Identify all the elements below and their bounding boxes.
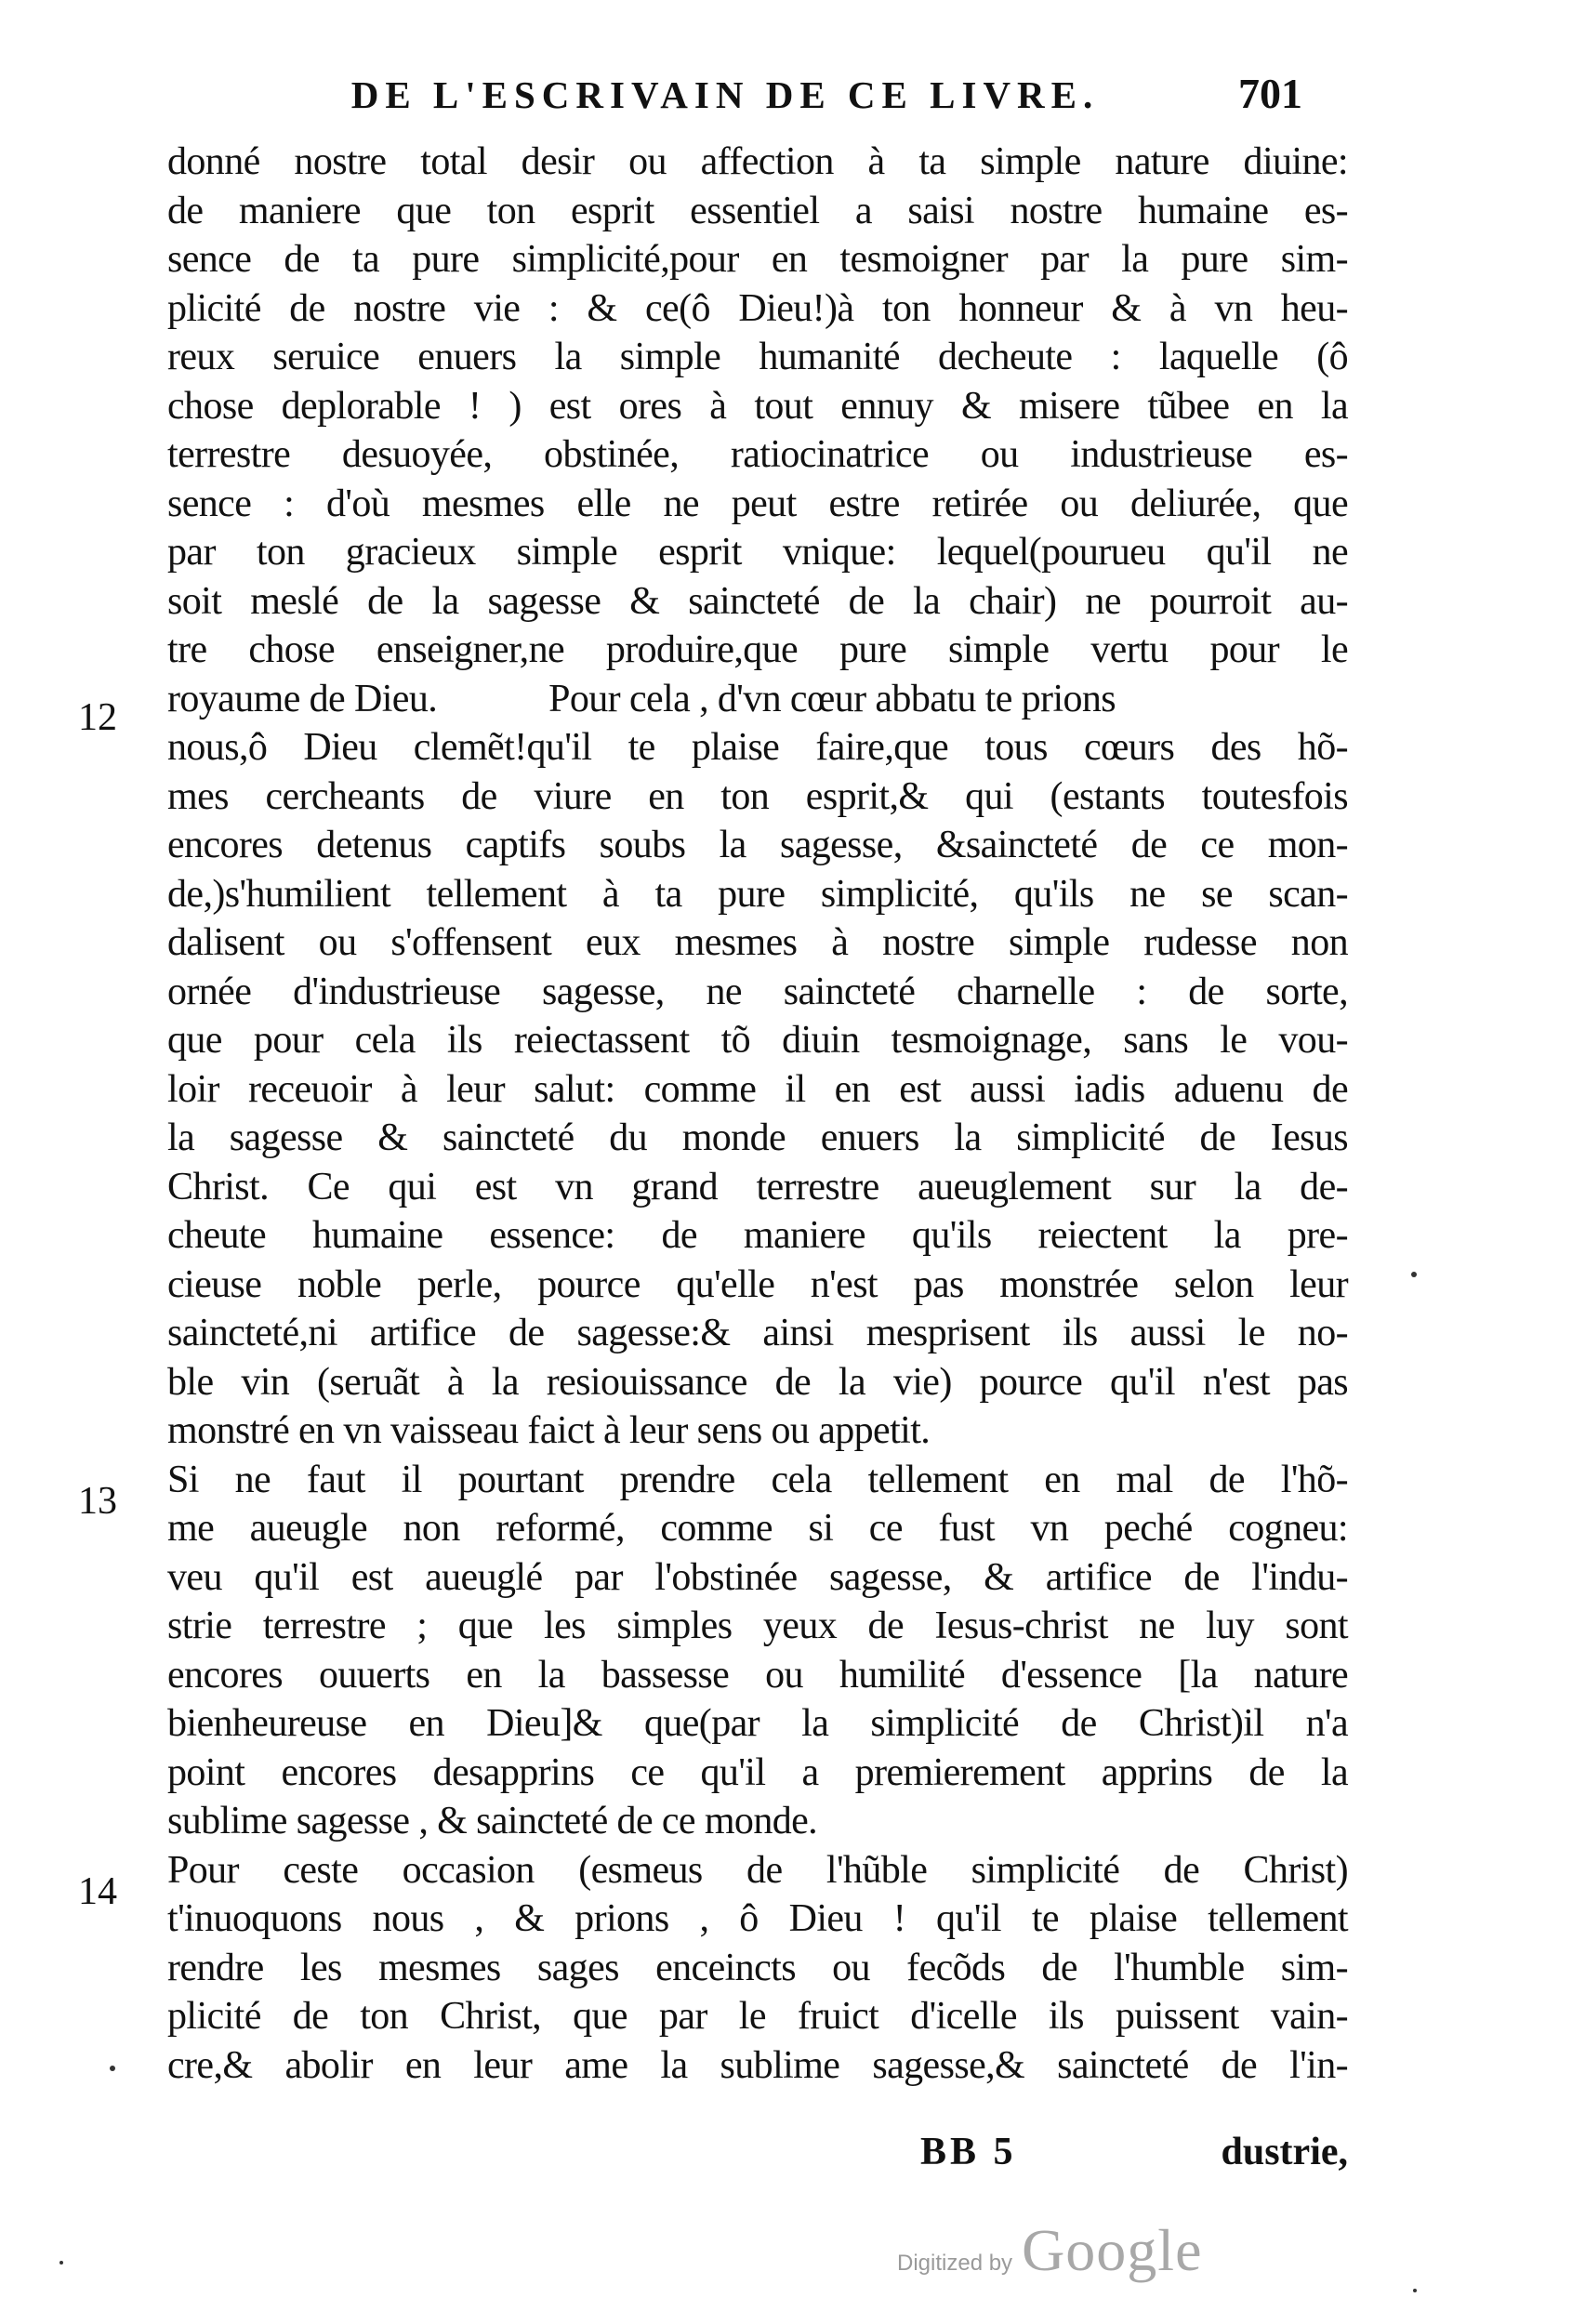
text-line: Pour ceste occasion (esmeus de l'hũble simplicité de Christ)	[167, 1848, 1348, 1892]
text-line: plicité de ton Christ, que par le fruict d'icelle ils puissent vain-	[167, 1995, 1348, 2038]
text-line: terrestre desuoyée, obstinée, ratiocinatrice ou industrieuse es-	[167, 433, 1348, 476]
ink-speck	[59, 2261, 63, 2265]
text-line: que pour cela ils reiectassent tõ diuin tesmoignage, sans le vou-	[167, 1019, 1348, 1062]
text-line: par ton gracieux simple esprit vnique: lequel(pourueu qu'il ne	[167, 531, 1348, 574]
margin-note-14: 14	[78, 1870, 117, 1913]
text-line: tre chose enseigner,ne produire,que pure simple vertu pour le	[167, 628, 1348, 671]
text-line: strie terrestre ; que les simples yeux de Iesus-christ ne luy sont	[167, 1604, 1348, 1647]
text-line: cieuse noble perle, pource qu'elle n'est pas monstrée selon leur	[167, 1262, 1348, 1306]
text-line: veu qu'il est aueuglé par l'obstinée sagesse, & artifice de l'indu-	[167, 1555, 1348, 1599]
text-line: reux seruice enuers la simple humanité decheute : laquelle (ô	[167, 336, 1348, 378]
text-line: sence : d'où mesmes elle ne peut estre retirée ou deliurée, que	[167, 482, 1348, 525]
text-line: encores detenus captifs soubs la sagesse, &saincteté de ce mon-	[167, 824, 1348, 866]
google-logo: Google	[1022, 2217, 1203, 2283]
digitized-watermark	[897, 2216, 1202, 2285]
ink-speck	[1413, 2289, 1417, 2292]
text-line: me aueugle non reformé, comme si ce fust vn peché cogneu:	[167, 1507, 1348, 1550]
running-title: DE L'ESCRIVAIN DE CE LIVRE.	[350, 73, 1100, 116]
text-line: soit meslé de la sagesse & saincteté de la chair) ne pourroit au-	[167, 579, 1348, 623]
ink-speck	[110, 2066, 115, 2071]
text-line: monstré en vn vaisseau faict à leur sens ou appetit.	[167, 1409, 931, 1452]
text-line: cheute humaine essence: de maniere qu'ils reiectent la pre-	[167, 1214, 1348, 1257]
text-line: ble vin (seruãt à la resiouissance de la vie) pource qu'il n'est pas	[167, 1360, 1348, 1404]
text-line: la sagesse & saincteté du monde enuers la simplicité de Iesus	[167, 1116, 1348, 1159]
text-line: rendre les mesmes sages enceincts ou fecõds de l'humble sim-	[167, 1946, 1348, 1989]
text-line: de,)s'humilient tellement à ta pure simplicité, qu'ils ne se scan-	[167, 872, 1348, 916]
ink-speck	[1411, 1272, 1417, 1277]
paragraph-end: royaume de Dieu.	[167, 677, 438, 720]
text-line: cre,& abolir en leur ame la sublime sagesse,& saincteté de l'in-	[167, 2043, 1348, 2087]
text-line: mes cercheants de viure en ton esprit,& qui (estants toutesfois	[167, 774, 1348, 818]
digitized-by-label: Digitized by	[897, 2251, 1013, 2276]
text-line: Christ. Ce qui est vn grand terrestre aueuglement sur la de-	[167, 1165, 1348, 1208]
text-line: loir receuoir à leur salut: comme il en est aussi iadis aduenu de	[167, 1067, 1348, 1111]
text-line-paragraph-break	[167, 675, 1348, 724]
text-line: chose deplorable ! ) est ores à tout ennuy & misere tũbee en la	[167, 384, 1348, 428]
catchword: dustrie,	[1221, 2131, 1348, 2173]
signature-mark: BB 5	[920, 2131, 1017, 2173]
text-line: encores ouuerts en la bassesse ou humilité d'essence [la nature	[167, 1653, 1348, 1697]
text-line: bienheureuse en Dieu]& que(par la simplicité de Christ)il n'a	[167, 1702, 1348, 1745]
text-line: dalisent ou s'offensent eux mesmes à nostre simple rudesse non	[167, 921, 1348, 964]
text-line: plicité de nostre vie : & ce(ô Dieu!)à ton honneur & à vn heu-	[167, 286, 1348, 330]
page-footer	[167, 2130, 1348, 2178]
page-number: 701	[1238, 70, 1302, 117]
text-line: de maniere que ton esprit essentiel a saisi nostre humaine es-	[167, 189, 1348, 232]
text-line: point encores desapprins ce qu'il a premierement apprins de la	[167, 1750, 1348, 1794]
text-line: t'inuoquons nous , & prions , ô Dieu ! qu'il te plaise tellement	[167, 1897, 1348, 1940]
text-line: saincteté,ni artifice de sagesse:& ainsi mesprisent ils aussi le no-	[167, 1312, 1348, 1354]
text-line: nous,ô Dieu clemẽt!qu'il te plaise faire,que tous cœurs des hõ-	[167, 726, 1348, 769]
text-line: sence de ta pure simplicité,pour en tesmoigner par la pure sim-	[167, 238, 1348, 281]
text-line: ornée d'industrieuse sagesse, ne saincteté charnelle : de sorte,	[167, 970, 1348, 1013]
margin-note-12: 12	[78, 696, 117, 739]
text-line: sublime sagesse , & saincteté de ce monde.	[167, 1800, 818, 1842]
margin-note-13: 13	[78, 1480, 117, 1523]
paragraph-start: Pour cela , d'vn cœur abbatu te prions	[548, 677, 1116, 720]
text-line: donné nostre total desir ou affection à ta simple nature diuine:	[167, 140, 1348, 183]
text-line: Si ne faut il pourtant prendre cela tellement en mal de l'hõ-	[167, 1458, 1348, 1501]
body-text	[167, 138, 1348, 2090]
